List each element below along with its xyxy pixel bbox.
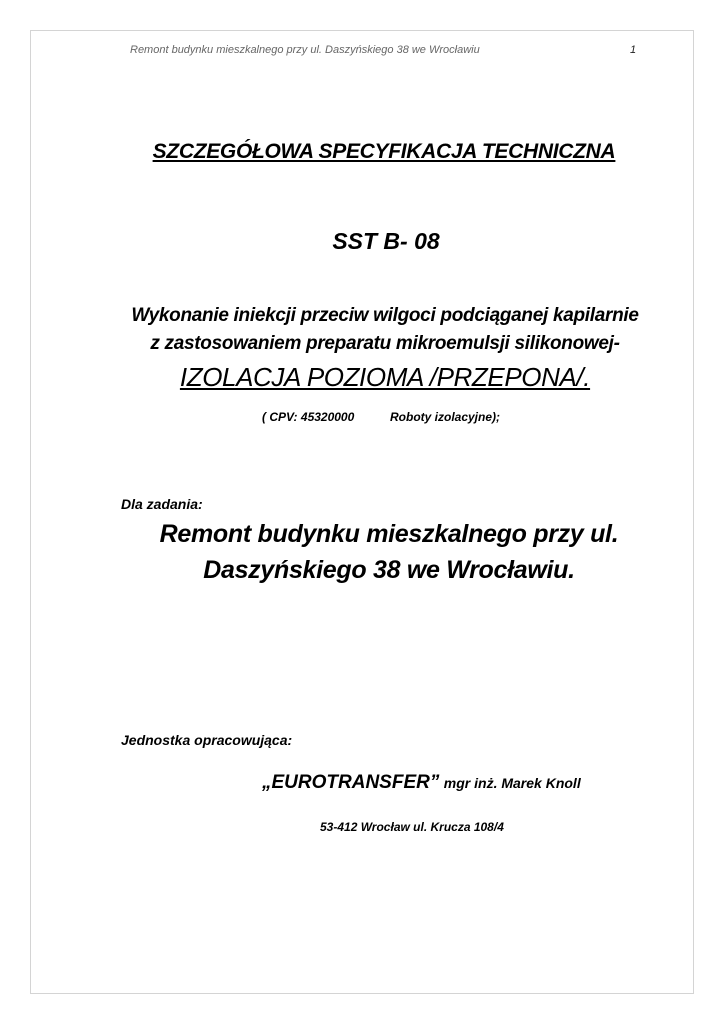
specification-code: SST B- 08 xyxy=(332,228,440,254)
cpv-description: Roboty izolacyjne); xyxy=(390,410,501,424)
author-person: mgr inż. Marek Knoll xyxy=(443,775,581,791)
author-company: „EUROTRANSFER” xyxy=(262,772,440,793)
subject-main-heading: IZOLACJA POZIOMA /PRZEPONA/. xyxy=(179,362,591,392)
page-number: 1 xyxy=(630,44,637,56)
task-name-line-2: Daszyńskiego 38 we Wrocławiu. xyxy=(203,556,575,584)
running-header-title: Remont budynku mieszkalnego przy ul. Daszyńskiego 38 we Wrocławiu xyxy=(130,44,480,56)
running-header xyxy=(0,44,724,60)
author-address: 53-412 Wrocław ul. Krucza 108/4 xyxy=(320,820,504,834)
author-label: Jednostka opracowująca: xyxy=(121,732,293,748)
task-name-line-1: Remont budynku mieszkalnego przy ul. xyxy=(159,520,619,548)
subject-line-1: Wykonanie iniekcji przeciw wilgoci podciąganej kapilarnie xyxy=(131,305,639,326)
author-line xyxy=(262,772,581,794)
document-title: SZCZEGÓŁOWA SPECYFIKACJA TECHNICZNA xyxy=(152,140,616,163)
page-frame xyxy=(30,30,694,994)
subject-line-2: z zastosowaniem preparatu mikroemulsji silikonowej- xyxy=(150,333,620,354)
subject-description xyxy=(0,302,724,358)
task-label: Dla zadania: xyxy=(121,496,203,512)
task-name xyxy=(0,516,724,588)
cpv-code: ( CPV: 45320000 xyxy=(262,410,355,424)
cpv-line xyxy=(262,410,500,424)
